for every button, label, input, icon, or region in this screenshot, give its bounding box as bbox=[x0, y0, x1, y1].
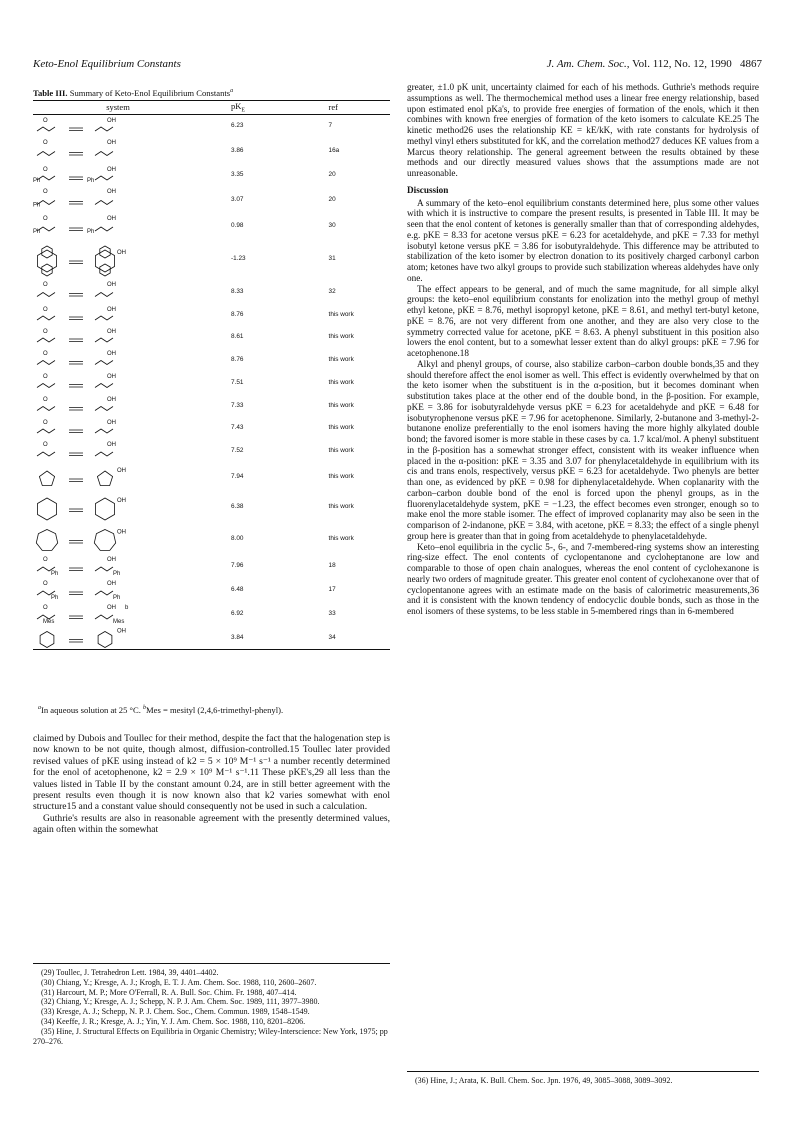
equilibrium-arrow bbox=[69, 509, 83, 512]
carbonyl-label: O bbox=[43, 556, 48, 563]
reference-29: (29) Toullec, J. Tetrahedron Lett. 1984, 39, 4401–4402. bbox=[41, 968, 219, 977]
keto-ring bbox=[39, 471, 54, 486]
system-cell bbox=[33, 626, 203, 650]
system-cell bbox=[33, 304, 203, 326]
table-row bbox=[33, 213, 390, 239]
hydroxyl-label: OH bbox=[107, 396, 116, 403]
footnote-b: Mes = mesityl (2,4,6-trimethyl-phenyl). bbox=[146, 704, 284, 715]
footnote-marker-b: b bbox=[125, 604, 129, 611]
keto-chain bbox=[37, 383, 55, 387]
phenyl-label: Ph bbox=[33, 228, 41, 235]
right-paragraph-5: Keto–enol equilibria in the cyclic 5-, 6-, and 7-membered-ring systems show an interesting ring-size effect. The enol contents of cyclopentanone and cycloheptanone are low and comparable to those of open chain analogues, whereas the enol content of cyclohexanone is nearly two orders of magnitude greater. This greater enol content of cyclohexanone over that of cyclopentanone agrees with an estimate made on the basis of calorimetric measurements,36 and it is consistent with the known tendency of endocyclic double bonds, such as those in the enol isomers of these systems, to be less stable in 5-membered rings than in 6-membered bbox=[407, 541, 759, 616]
carbonyl-label: O bbox=[43, 166, 48, 173]
col-header-system: system bbox=[33, 101, 203, 115]
keto-chain bbox=[37, 429, 55, 433]
equilibrium-arrow bbox=[69, 384, 83, 387]
hydroxyl-label: OH bbox=[107, 441, 116, 448]
phenyl-label: Ph bbox=[33, 177, 41, 184]
enol-ring bbox=[97, 471, 112, 486]
hydroxyl-label: OH bbox=[107, 604, 116, 611]
system-cell bbox=[33, 239, 203, 279]
hydroxyl-label: OH bbox=[107, 281, 116, 288]
left-body-text bbox=[33, 733, 390, 836]
system-cell bbox=[33, 348, 203, 371]
hydroxyl-label: OH bbox=[107, 188, 116, 195]
table-row bbox=[33, 371, 390, 394]
system-cell bbox=[33, 279, 203, 304]
table-row bbox=[33, 554, 390, 578]
enol-chain bbox=[95, 429, 113, 433]
system-cell bbox=[33, 326, 203, 348]
phenyl-label: Ph bbox=[51, 570, 59, 577]
hydroxyl-label: OH bbox=[107, 328, 116, 335]
pk-value: 7.43 bbox=[231, 424, 244, 432]
col-header-ref: ref bbox=[327, 101, 390, 115]
system-cell bbox=[33, 491, 203, 523]
table-row bbox=[33, 137, 390, 164]
equilibrium-arrow bbox=[69, 639, 83, 642]
pk-value: 8.33 bbox=[231, 287, 244, 295]
carbonyl-label: O bbox=[43, 139, 48, 146]
table-row bbox=[33, 164, 390, 186]
table-row bbox=[33, 523, 390, 554]
hydroxyl-label: OH bbox=[117, 529, 126, 536]
carbonyl-label: O bbox=[43, 441, 48, 448]
right-body-text bbox=[407, 82, 759, 617]
pk-value: 3.84 bbox=[203, 626, 327, 650]
hydroxyl-label: OH bbox=[117, 497, 126, 504]
right-references bbox=[407, 1076, 759, 1086]
structure-sketch bbox=[33, 602, 203, 626]
hydroxyl-label: OH bbox=[107, 306, 116, 313]
pk-value: 8.76 bbox=[231, 311, 244, 319]
pk-value: 8.61 bbox=[231, 333, 244, 341]
equilibrium-table bbox=[33, 100, 390, 650]
left-references bbox=[33, 968, 390, 1046]
structure-sketch bbox=[33, 626, 203, 649]
running-header-journal bbox=[547, 58, 762, 70]
left-paragraph-1: claimed by Dubois and Toullec for their method, despite the fact that the halogenation step is now known to be not quite, though almost, diffusion-controlled.15 Toullec later provided revised values of pKE using instead of k2 = 5 × 10⁹ M⁻¹ s⁻¹ a number recently determined for the enol of acetophenone, k2 = 2.9 × 10⁹ M⁻¹ s⁻¹.11 These pKE's,29 all less than the values listed in Table II by the constant amount 0.24, are in still better agreement with the present results even though it is now known also that k2 varies somewhat with enol structure15 and a constant value should consequently not be used in such a calculation. bbox=[33, 733, 390, 813]
journal-name: J. Am. Chem. Soc., bbox=[546, 58, 630, 70]
table-row bbox=[33, 304, 390, 326]
pk-value: 8.76 bbox=[231, 355, 244, 363]
pk-value: 3.07 bbox=[231, 195, 244, 203]
hydroxyl-label: OH bbox=[117, 467, 126, 474]
hydroxyl-label: OH bbox=[107, 139, 116, 146]
enol-chain bbox=[95, 200, 113, 204]
structure-sketch bbox=[33, 554, 203, 578]
hydroxyl-label: OH bbox=[107, 117, 116, 124]
keto-chain bbox=[37, 292, 55, 296]
ref-value: 31 bbox=[328, 255, 336, 263]
enol-ring bbox=[94, 529, 115, 550]
enol-chain bbox=[95, 338, 113, 342]
col-header-pk-sub: E bbox=[241, 107, 246, 114]
reference-35: (35) Hine, J. Structural Effects on Equilibria in Organic Chemistry; Wiley-Interscience: New York, 1975; pp 270–276. bbox=[33, 1026, 388, 1046]
running-header-title: Keto-Enol Equilibrium Constants bbox=[33, 58, 181, 70]
enol-ring bbox=[96, 250, 115, 272]
enol-chain bbox=[95, 151, 113, 155]
reference-30: (30) Chiang, Y.; Kresge, A. J.; Krogh, E. T. J. Am. Chem. Soc. 1988, 110, 2600–2607. bbox=[41, 977, 317, 987]
carbonyl-label: O bbox=[43, 117, 48, 124]
ref-value: this work bbox=[328, 503, 354, 511]
system-cell bbox=[33, 554, 203, 578]
ref-value: this work bbox=[328, 424, 354, 432]
keto-ring bbox=[36, 529, 57, 550]
carbonyl-label: O bbox=[43, 373, 48, 380]
col-header-pk-label: pK bbox=[231, 101, 242, 111]
structure-sketch bbox=[33, 326, 203, 348]
table-label: Table III. bbox=[33, 88, 68, 98]
keto-chain bbox=[37, 127, 55, 131]
hydroxyl-label: OH bbox=[107, 580, 116, 587]
structure-sketch bbox=[33, 578, 203, 602]
equilibrium-arrow bbox=[69, 293, 83, 296]
system-cell bbox=[33, 602, 203, 626]
pk-value: 7.96 bbox=[231, 562, 244, 570]
phenyl-label: Ph bbox=[87, 228, 95, 235]
keto-ring bbox=[38, 250, 57, 272]
reference-32: (32) Chiang, Y.; Kresge, A. J.; Schepp, N. P. J. Am. Chem. Soc. 1989, 111, 3977–3980. bbox=[41, 997, 320, 1007]
equilibrium-arrow bbox=[69, 407, 83, 410]
structure-sketch bbox=[33, 164, 203, 186]
ref-value: 17 bbox=[328, 586, 336, 594]
ref-value: 33 bbox=[328, 610, 336, 618]
enol-chain bbox=[95, 360, 113, 364]
equilibrium-arrow bbox=[69, 430, 83, 433]
left-paragraph-2: Guthrie's results are also in reasonable agreement with the presently determined values, again often within the somewhat bbox=[33, 812, 390, 836]
keto-chain bbox=[37, 360, 55, 364]
right-paragraph-3: The effect appears to be general, and of much the same magnitude, for all simple alkyl groups: the keto–enol equilibrium constants for enolization into the methyl group of methyl ethyl ketone, pKE = 8.76, methyl isopropyl ketone, pKE = 8.61, and methyl tert-butyl ketone, pKE = 8.76, are not very different from one another, and they are also very close to the symmetry corrected value for acetone, pKE = 8.63. A phenyl substituent in this position also lowers the enol content, but to a somewhat lesser extent than do alkyl groups: pKE = 7.96 for acetophenone.18 bbox=[407, 283, 759, 358]
ref-value: 32 bbox=[328, 287, 336, 295]
carbonyl-label: O bbox=[43, 328, 48, 335]
phenyl-label: Ph bbox=[87, 177, 95, 184]
table-row bbox=[33, 491, 390, 523]
structure-sketch bbox=[33, 137, 203, 164]
equilibrium-arrow bbox=[69, 568, 83, 571]
system-cell bbox=[33, 463, 203, 491]
table-row bbox=[33, 114, 390, 137]
system-cell bbox=[33, 213, 203, 239]
phenyl-label: Ph bbox=[33, 202, 41, 209]
structure-sketch bbox=[33, 463, 203, 491]
structure-sketch bbox=[33, 371, 203, 394]
hydroxyl-label: OH bbox=[117, 628, 126, 635]
carbonyl-label: O bbox=[43, 188, 48, 195]
structure-sketch bbox=[33, 523, 203, 554]
reference-33: (33) Kresge, A. J.; Schepp, N. P. J. Chem. Soc., Chem. Commun. 1989, 1548–1549. bbox=[41, 1007, 310, 1017]
ref-value: 20 bbox=[328, 195, 336, 203]
table-caption bbox=[33, 88, 233, 98]
pk-value: 7.33 bbox=[231, 401, 244, 409]
hydroxyl-label: OH bbox=[117, 249, 126, 256]
enol-chain bbox=[95, 591, 113, 595]
pk-value: 0.98 bbox=[231, 222, 244, 230]
equilibrium-arrow bbox=[69, 339, 83, 342]
hydroxyl-label: OH bbox=[107, 166, 116, 173]
page-number: 4867 bbox=[740, 58, 762, 70]
structure-sketch bbox=[33, 279, 203, 304]
system-cell bbox=[33, 439, 203, 463]
keto-ring bbox=[40, 631, 54, 647]
ref-value: 18 bbox=[328, 562, 336, 570]
system-cell bbox=[33, 186, 203, 213]
ref-value: this work bbox=[328, 447, 354, 455]
ref-value: 30 bbox=[328, 222, 336, 230]
pk-value: 6.48 bbox=[231, 586, 244, 594]
right-paragraph-1: greater, ±1.0 pK unit, uncertainty claimed for each of his methods. Guthrie's methods require assumptions as well. The thermochemical method uses a linear free energy relationship, based upon estimated enol pKa's, to provide free energies of formation of the enols, which it then combines with known free energies of formation of the keto isomers to calculate KE.25 The kinetic method26 uses the relationship KE = kE/kK, with rate constants for hydrolysis of methyl vinyl ethers substituted for kK, and the correlation method27 deduces KE values from a Marcus theory relationship. The general agreement between the results obtained by these methods and our directly measured values shows that the assumptions made are not unreasonable. bbox=[407, 82, 759, 178]
keto-chain bbox=[37, 316, 55, 320]
keto-chain bbox=[37, 151, 55, 155]
ref-value: this work bbox=[328, 401, 354, 409]
left-reference-rule bbox=[33, 963, 390, 964]
structure-sketch bbox=[33, 439, 203, 463]
structure-sketch bbox=[33, 491, 203, 523]
carbonyl-label: O bbox=[43, 604, 48, 611]
table-row bbox=[33, 626, 390, 650]
col-header-pk bbox=[203, 101, 327, 115]
structure-sketch bbox=[33, 115, 203, 137]
system-cell bbox=[33, 523, 203, 554]
hydroxyl-label: OH bbox=[107, 350, 116, 357]
pk-value: 7.52 bbox=[231, 447, 244, 455]
right-reference-rule bbox=[407, 1071, 759, 1072]
table-row bbox=[33, 463, 390, 491]
carbonyl-label: O bbox=[43, 580, 48, 587]
structure-sketch bbox=[33, 348, 203, 371]
system-cell bbox=[33, 394, 203, 417]
equilibrium-arrow bbox=[69, 177, 83, 180]
right-paragraph-4: Alkyl and phenyl groups, of course, also stabilize carbon–carbon double bonds,35 and they should therefore affect the enol isomer as well. This effect is evidently overwhelmed by that on the keto isomer when the substituent is in the α-position, but it becomes dominant when substitution takes place at the other end of the double bond, in the β-position. For example, pKE = 3.86 for isobutyraldehyde versus pKE = 6.23 for acetaldehyde and pKE = 6.48 for isobutyrophenone versus pKE = 7.96 for acetophenone. Similarly, 2-butanone and 3-methyl-2-butanone enolize preferentially to the enol isomers having the more highly alkylated double bond; the favored isomer is more stable in these cases by ca. 1.7 kcal/mol. A phenyl substituent in the β-position has a somewhat stronger effect, consistent with its weaker influence when placed in the α-position: pKE = 3.35 and 3.07 for phenylacetaldehyde in equilibrium with its cis and trans enols, respectively, versus pKE = 6.23 for acetaldehyde. Two phenyls are better than one, as evidenced by pKE = 0.98 for diphenylacetaldehyde. When coplanarity with the carbon–carbon double bond of the enol is forced upon the phenyl groups, as in the fluorenylacetaldehyde system, pKE = −1.23, the effect becomes even stronger, enough so to make enol the more stable isomer. The effect of improved coplanarity may also be seen in the comparison of 2-indanone, pKE = 3.84, with acetone, pKE = 8.33; the effect of a single phenyl group here is greater than that in going from acetaldehyde to phenylacetaldehyde. bbox=[407, 358, 759, 541]
system-cell bbox=[33, 417, 203, 439]
equilibrium-arrow bbox=[69, 152, 83, 155]
keto-chain bbox=[37, 452, 55, 456]
enol-ring bbox=[98, 631, 112, 647]
equilibrium-arrow bbox=[69, 361, 83, 364]
equilibrium-arrow bbox=[69, 201, 83, 204]
carbonyl-label: O bbox=[43, 350, 48, 357]
ref-value: this work bbox=[328, 355, 354, 363]
ref-value: 34 bbox=[327, 626, 390, 650]
equilibrium-arrow bbox=[69, 616, 83, 619]
carbonyl-label: O bbox=[43, 396, 48, 403]
equilibrium-arrow bbox=[69, 592, 83, 595]
table-row bbox=[33, 439, 390, 463]
enol-chain bbox=[95, 227, 113, 231]
enol-chain bbox=[95, 615, 113, 619]
ref-value: 16a bbox=[328, 146, 340, 154]
pk-value: 7.51 bbox=[231, 378, 244, 386]
ref-value: this work bbox=[328, 534, 354, 542]
phenyl-label: Ph bbox=[113, 570, 121, 577]
table-row bbox=[33, 602, 390, 626]
table-title: Summary of Keto-Enol Equilibrium Constants bbox=[69, 88, 231, 98]
table-header-row bbox=[33, 101, 390, 115]
equilibrium-arrow bbox=[69, 453, 83, 456]
equilibrium-arrow bbox=[69, 540, 83, 543]
structure-sketch bbox=[33, 186, 203, 213]
table-row bbox=[33, 326, 390, 348]
hydroxyl-label: OH bbox=[107, 556, 116, 563]
system-cell bbox=[33, 164, 203, 186]
reference-31: (31) Harcourt, M. P.; More O'Ferrall, R. A. Bull. Soc. Chim. Fr. 1988, 407–414. bbox=[41, 987, 297, 997]
enol-chain bbox=[95, 292, 113, 296]
equilibrium-arrow bbox=[69, 479, 83, 482]
hydroxyl-label: OH bbox=[107, 419, 116, 426]
carbonyl-label: O bbox=[43, 281, 48, 288]
table-row bbox=[33, 279, 390, 304]
ref-value: this work bbox=[328, 311, 354, 319]
structure-sketch bbox=[33, 213, 203, 239]
phenyl-label: Ph bbox=[113, 594, 121, 601]
ref-value: this work bbox=[328, 473, 354, 481]
table-footnotes bbox=[38, 703, 388, 715]
ref-value: 7 bbox=[328, 122, 333, 130]
enol-chain bbox=[95, 567, 113, 571]
pk-value: 6.38 bbox=[231, 503, 244, 511]
keto-chain bbox=[37, 406, 55, 410]
enol-chain bbox=[95, 452, 113, 456]
equilibrium-arrow bbox=[69, 128, 83, 131]
journal-volume: Vol. 112, No. 12, 1990 bbox=[632, 58, 732, 70]
footnote-a: In aqueous solution at 25 °C. bbox=[41, 704, 141, 715]
ref-value: this work bbox=[328, 333, 354, 341]
enol-ring bbox=[96, 498, 115, 520]
table-row bbox=[33, 239, 390, 279]
structure-sketch bbox=[33, 417, 203, 439]
table-row bbox=[33, 417, 390, 439]
pk-value: 3.35 bbox=[231, 171, 244, 179]
system-cell bbox=[33, 114, 203, 137]
structure-sketch bbox=[33, 239, 203, 279]
keto-chain bbox=[37, 338, 55, 342]
pk-value: 6.23 bbox=[231, 122, 244, 130]
enol-chain bbox=[95, 383, 113, 387]
pk-value: 3.86 bbox=[231, 146, 244, 154]
pk-value: 7.94 bbox=[231, 473, 244, 481]
structure-sketch bbox=[33, 304, 203, 326]
carbonyl-label: O bbox=[43, 419, 48, 426]
footnote-b-marker: b bbox=[143, 705, 147, 711]
system-cell bbox=[33, 578, 203, 602]
mesityl-label: Mes bbox=[113, 618, 125, 625]
reference-36: (36) Hine, J.; Arata, K. Bull. Chem. Soc. Jpn. 1976, 49, 3085–3088, 3089–3092. bbox=[415, 1076, 673, 1085]
equilibrium-arrow bbox=[69, 261, 83, 264]
ref-value: 20 bbox=[328, 171, 336, 179]
mesityl-label: Mes bbox=[43, 618, 55, 625]
table-row bbox=[33, 186, 390, 213]
table-title-note: a bbox=[230, 88, 234, 95]
system-cell bbox=[33, 137, 203, 164]
system-cell bbox=[33, 371, 203, 394]
equilibrium-arrow bbox=[69, 228, 83, 231]
table-row bbox=[33, 348, 390, 371]
carbonyl-label: O bbox=[43, 306, 48, 313]
reference-34: (34) Keeffe, J. R.; Kresge, A. J.; Yin, Y. J. Am. Chem. Soc. 1988, 110, 8201–8206. bbox=[41, 1016, 306, 1026]
right-paragraph-2: A summary of the keto–enol equilibrium constants determined here, plus some other values with which it is instructive to compare the present results, is presented in Table III. It may be seen that the enol content of ketones is generally smaller than that of corresponding aldehydes, e.g. pKE = 8.33 for acetone versus pKE = 6.23 for acetaldehyde, and pKE = 7.33 for methyl isobutyl ketone versus pKE = 3.86 for isobutyraldehyde. This difference may be attributed to stabilization of the keto isomer by electron donation to its positively charged carbonyl carbon atom; ketones have two alkyl groups to provide such stabilization whereas aldehydes have only one. bbox=[407, 197, 759, 283]
hydroxyl-label: OH bbox=[107, 373, 116, 380]
hydroxyl-label: OH bbox=[107, 215, 116, 222]
enol-chain bbox=[95, 176, 113, 180]
keto-ring bbox=[38, 498, 57, 520]
footnote-a-marker: a bbox=[38, 705, 41, 711]
phenyl-label: Ph bbox=[51, 594, 59, 601]
enol-chain bbox=[95, 127, 113, 131]
table-row bbox=[33, 578, 390, 602]
equilibrium-arrow bbox=[69, 317, 83, 320]
pk-value: 6.92 bbox=[231, 610, 244, 618]
section-heading-discussion: Discussion bbox=[407, 184, 449, 195]
structure-sketch bbox=[33, 394, 203, 417]
table-row bbox=[33, 394, 390, 417]
enol-chain bbox=[95, 316, 113, 320]
ref-value: this work bbox=[328, 378, 354, 386]
pk-value: -1.23 bbox=[231, 255, 246, 263]
enol-chain bbox=[95, 406, 113, 410]
carbonyl-label: O bbox=[43, 215, 48, 222]
pk-value: 8.00 bbox=[231, 534, 244, 542]
